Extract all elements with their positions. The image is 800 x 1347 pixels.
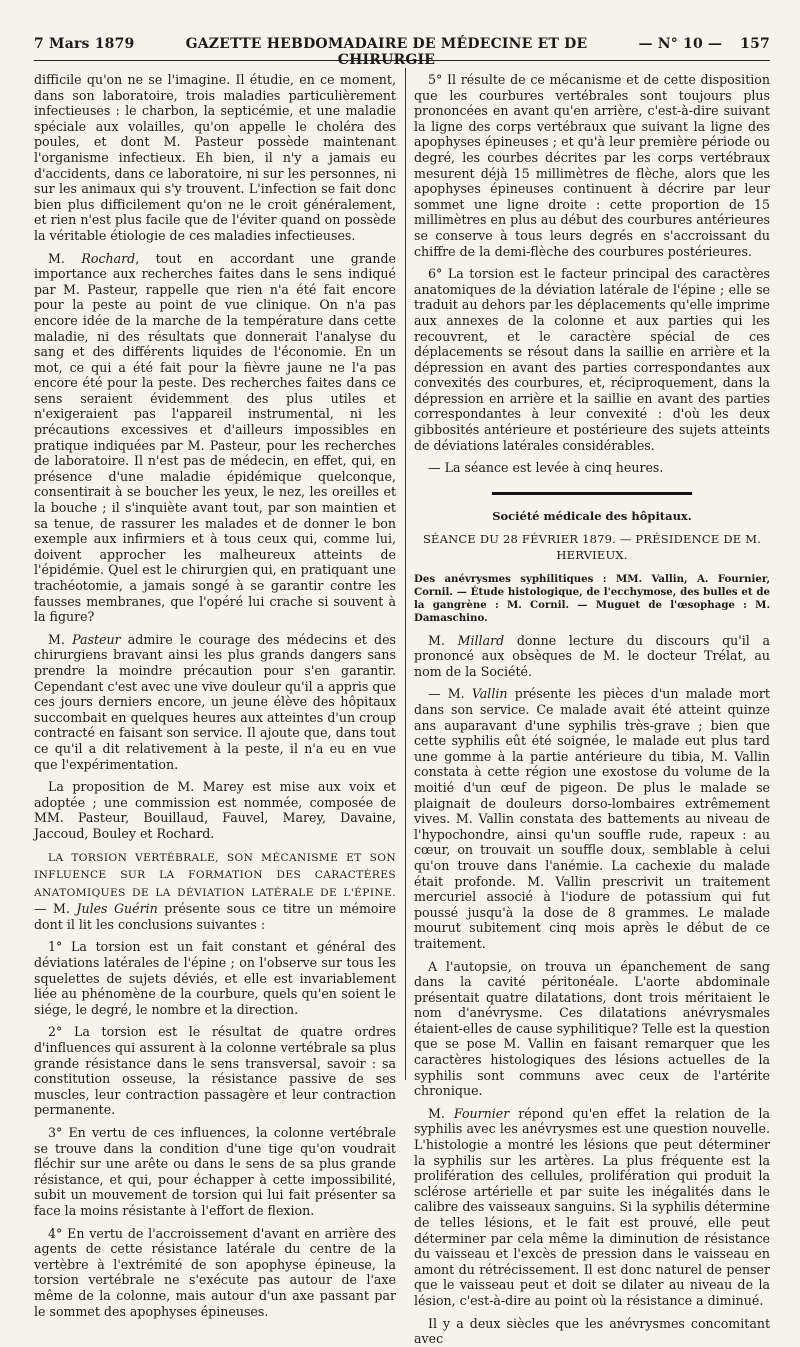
society-title: Société médicale des hôpitaux. [492, 508, 692, 523]
issue-number: — N° 10 — [638, 36, 723, 52]
speaker-name: Jules Guérin [76, 901, 158, 917]
speaker-name: Rochard [81, 250, 136, 266]
paragraph: 1° La torsion est un fait constant et général des déviations latérales de l'épine ; on l'observe sur tous les squelettes de sujets déviés, et elle est invariablement liée au phénomène de la courbure, quels qu'en soient le siége, le degré, le nombre et la direction. [34, 939, 396, 1017]
speaker-name: Millard [457, 632, 505, 648]
paragraph: difficile qu'on ne se l'imagine. Il étudie, en ce moment, dans son laboratoire, trois maladies particulièrement infectieuses : le charbon, la septicémie, et une maladie spéciale aux volailles, qu'on appelle le choléra des poules, et dont M. Pasteur possède maintenant l'organisme infectieux. Eh bien, il n'y a jamais eu d'accidents, dans ce laboratoire, ni sur les personnes, ni sur les animaux qui s'y trouvent. L'infection se fait donc bien plus difficilement qu'on ne le croit généralement, et rien n'est plus facile que de l'éviter quand on possède la véritable étiologie de ces maladies infectieuses. [34, 72, 396, 243]
paragraph: 4° En vertu de l'accroissement d'avant en arrière des agents de cette résistance latérale du centre de la vertèbre à l'extrémité de son apophyse épineuse, la torsion vertébrale ne s'exécute pas autour de l'axe même de la colonne, mais autour d'un axe passant par le sommet des apophyses épineuses. [34, 1225, 396, 1319]
section-heading: LA TORSION VERTÉBRALE, SON MÉCANISME ET SON INFLUENCE SUR LA FORMATION DES CARACTÈRES ANATOMIQUES DE LA DÉVIATION LATÉRALE DE L'ÉPINE. [34, 851, 396, 899]
paragraph: 2° La torsion est le résultat de quatre ordres d'influences qui assurent à la colonne vertébrale sa plus grande résistance dans le sens transversal, savoir : sa constitution osseuse, la résistance passive de ses muscles, leur contraction passagère et leur contraction permanente. [34, 1024, 396, 1118]
paragraph: 5° Il résulte de ce mécanisme et de cette disposition que les courbures vertébrales sont toujours plus prononcées en avant qu'en arrière, c'est-à-dire suivant la ligne des corps vertébraux que suivant la ligne des apophyses épineuses ; et qu'à leur première période ou degré, les courbes décrites par les corps vertébraux mesurent déjà 15 millimètres de flèche, alors que les apophyses épineuses continuent à décrire par leur sommet une ligne droite : cette proportion de 15 millimètres en plus au début des courbures antérieures se conserve à tous leurs degrés en s'accroissant du chiffre de la demi-flèche des courbures postérieures. [414, 72, 770, 259]
paragraph: Il y a deux siècles que les anévrysmes concomitant avec [414, 1315, 770, 1347]
speaker-name: Fournier [453, 1105, 510, 1121]
paragraph: M. Rochard, tout en accordant une grande importance aux recherches faites dans le sens indiqué par M. Pasteur, rappelle que rien n'a été fait encore pour la peste au point de vue clinique. On n'a pas encore idée de la marche de la température dans cette maladie, ni des résultats que donnerait l'analyse du sang et des différents liquides de l'économie. En un mot, ce qui a été fait pour la fièvre jaune ne l'a pas encore été pour la peste. Des recherches faites dans ce sens seraient évidemment des plus utiles et n'exigeraient pas l'appareil instrumental, ni les précautions excessives et d'ailleurs impossibles en pratique indiquées par M. Pasteur, pour les recherches de laboratoire. Il n'est pas de médecin, en effet, qui, en présence d'une maladie épidémique quelconque, consentirait à se boucher les yeux, le nez, les oreilles et la bouche ; il s'inquiète avant tout, par son maintien et sa tenue, de rassurer les malades et de donner le bon exemple aux infirmiers et à tous ceux qui, comme lui, doivent approcher les malheureux atteints de l'épidémie. Quel est le chirurgien qui, en pratiquant une trachéotomie, a jamais songé à se garantir contre les fausses membranes, que l'opéré lui crache si souvent à la figure? [34, 250, 396, 625]
speaker-name: Pasteur [72, 631, 121, 647]
paragraph: M. Fournier répond qu'en effet la relation de la syphilis avec les anévrysmes est une question nouvelle. L'histologie a montré les lésions que peut déterminer la syphilis sur les artères. La plus fréquente est la prolifération des cellules, prolifération qui produit la sclérose artérielle et par suite les inégalités dans le calibre des vaisseaux sanguins. Si la syphilis détermine de telles lésions, et le fait est prouvé, elle peut déterminer par cela même la diminution de résistance du vaisseau et l'excès de pression dans le vaisseau en amont du rétrécissement. Il est donc naturel de penser que le vaisseau peut et doit se dilater au niveau de la lésion, c'est-à-dire au point où la résistance a diminué. [414, 1105, 770, 1308]
section-separator [492, 492, 692, 495]
paragraph: — M. Vallin présente les pièces d'un malade mort dans son service. Ce malade avait été atteint quinze ans auparavant d'une syphilis très-grave ; bien que cette syphilis eût été soignée, le malade eut plus tard une gomme à la partie antérieure du tibia, M. Vallin constata à cette région une exostose du volume de la moitié d'un œuf de pigeon. De plus le malade se plaignait de douleurs dorso-lombaires extrêmement vives. M. Vallin constata des battements au niveau de l'hypochondre, ainsi qu'un souffle rude, rapeux : au cœur, on trouvait un souffle doux, semblable à celui qu'on trouve dans l'anémie. La cachexie du malade était profonde. M. Vallin prescrivit un traitement mercuriel associé à l'iodure de potassium qui fut poussé jusqu'à la dose de 8 grammes. Le malade mourut subitement cinq mois après le début de ce traitement. [414, 686, 770, 951]
paragraph: A l'autopsie, on trouva un épanchement de sang dans la cavité péritonéale. L'aorte abdominale présentait quatre dilatations, dont trois méritaient le nom d'anévrysme. Ces dilatations anévrysmales étaient-elles de cause syphilitique? Telle est la question que se pose M. Vallin en faisant remarquer que les caractères histologiques des lésions actuelles de la syphilis sont communs avec ceux de l'artérite chronique. [414, 958, 770, 1099]
column-divider [405, 68, 406, 1080]
header-date: 7 Mars 1879 [34, 36, 135, 52]
left-column [34, 72, 397, 1319]
paragraph: M. Pasteur admire le courage des médecins et des chirurgiens bravant ainsi les plus grands dangers sans prendre la moindre précaution pour s'en garantir. Cependant c'est avec une vive douleur qu'il a appris que ces jours derniers encore, un jeune élève des hôpitaux succombait en quelques heures aux atteintes d'un croup contracté en faisant son service. Il ajoute que, dans tout ce qu'il a dit relativement à la peste, il n'a eu en vue que l'expérimentation. [34, 631, 396, 772]
page-number: 157 [740, 36, 770, 52]
session-line: SÉANCE DU 28 FÉVRIER 1879. — PRÉSIDENCE DE M. HERVIEUX. [422, 532, 762, 563]
paragraph: M. Millard donne lecture du discours qu'il a prononcé aux obsèques de M. le docteur Trélat, au nom de la Société. [414, 632, 770, 679]
running-header [34, 36, 770, 68]
paragraph: LA TORSION VERTÉBRALE, SON MÉCANISME ET SON INFLUENCE SUR LA FORMATION DES CARACTÈRES ANATOMIQUES DE LA DÉVIATION LATÉRALE DE L'ÉPINE. — M. Jules Guérin présente sous ce titre un mémoire dont il lit les conclusions suivantes : [34, 851, 397, 932]
paragraph: 3° En vertu de ces influences, la colonne vertébrale se trouve dans la condition d'une tige qu'on voudrait fléchir sur une arête ou dans le sens de sa plus grande résistance, et qui, pour échapper à cette impossibilité, subit un mouvement de torsion qui lui fait présenter sa face la moins résistante à l'effort de flexion. [34, 1125, 396, 1218]
speaker-name: Vallin [471, 686, 508, 702]
journal-title: GAZETTE HEBDOMADAIRE DE MÉDECINE ET DE CHIRURGIE [185, 36, 588, 68]
paragraph: — La séance est levée à cinq heures. [428, 460, 664, 476]
paragraph: La proposition de M. Marey est mise aux voix et adoptée ; une commission est nommée, composée de MM. Pasteur, Bouillaud, Fauvel, Marey, Davaine, Jaccoud, Bouley et Rochard. [34, 779, 396, 841]
header-rule [34, 60, 770, 61]
paragraph: 6° La torsion est le facteur principal des caractères anatomiques de la déviation latérale de l'épine ; elle se traduit au dehors par les déplacements qu'elle imprime aux annexes de la colonne et aux parties qui les recouvrent, et le caractère spécial de ces déplacements se résout dans la saillie en arrière et la dépression en avant des parties correspondantes aux convexités des courbures, et, réciproquement, dans la dépression en arrière et la saillie en avant des parties correspondantes à leur convexité : d'où les deux gibbosités antérieure et postérieure des sujets atteints de déviations latérales considérables. [414, 266, 770, 453]
session-summary: Des anévrysmes syphilitiques : MM. Vallin, A. Fournier, Cornil. — Étude histologique, de l'ecchymose, des bulles et de la gangrène : M. Cornil. — Muguet de l'œsophage : M. Damaschino. [414, 572, 770, 624]
right-column [414, 72, 770, 1347]
